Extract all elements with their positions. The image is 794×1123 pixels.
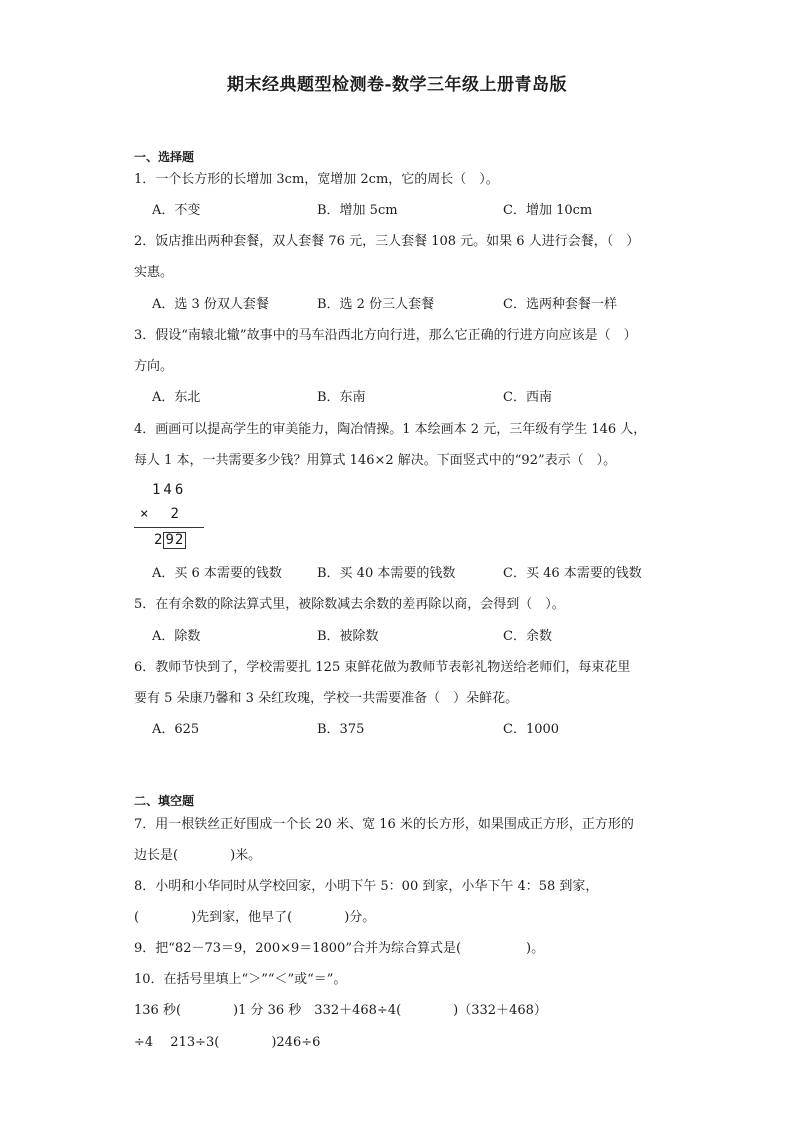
vertical-multiplication (134, 482, 206, 552)
question-6-stem-line2: 要有 5 朵康乃馨和 3 朵红玫瑰，学校一共需要准备（ ）朵鲜花。 (134, 691, 519, 706)
calc-rule-line (134, 527, 204, 528)
question-7-stem-line2: 边长是( )米。 (134, 848, 262, 863)
question-3-option-a: A．东北 (152, 390, 201, 405)
multiplicand: 146 (152, 482, 187, 498)
question-2-option-a: A．选 3 份双人套餐 (152, 297, 269, 312)
question-1-option-a: A．不变 (152, 203, 201, 218)
question-2-stem-line1: 2．饭店推出两种套餐，双人套餐 76 元，三人套餐 108 元。如果 6 人进行会餐，（ ） (134, 234, 640, 249)
times-sign: × (140, 506, 149, 522)
question-7-stem-line1: 7．用一根铁丝正好围成一个长 20 米、宽 16 米的长方形，如果围成正方形，正方形的 (134, 817, 634, 832)
question-4-option-c: C．买 46 本需要的钱数 (503, 566, 642, 581)
question-10-line1: 136 秒( )1 分 36 秒 332＋468÷4( )（332＋468） (134, 1003, 547, 1018)
question-2-stem-line2: 实惠。 (134, 265, 174, 280)
question-5-option-b: B．被除数 (317, 629, 379, 644)
question-6-option-c: C．1000 (503, 722, 560, 737)
question-4-stem-line1: 4．画画可以提高学生的审美能力，陶冶情操。1 本绘画本 2 元，三年级有学生 146 人， (134, 422, 647, 437)
product-boxed-digits: 92 (165, 532, 185, 548)
question-1-stem: 1．一个长方形的长增加 3cm，宽增加 2cm，它的周长（ ）。 (134, 172, 499, 187)
product-row (154, 532, 186, 549)
question-9-stem: 9．把“82－73＝9，200×9＝1800”合并为综合算式是( )。 (134, 941, 545, 956)
question-5-option-c: C．余数 (503, 629, 552, 644)
question-6-option-b: B．375 (317, 722, 365, 737)
question-5-stem: 5．在有余数的除法算式里，被除数减去余数的差再除以商，会得到（ ）。 (134, 597, 565, 612)
question-3-option-b: B．东南 (317, 390, 366, 405)
question-3-stem-line1: 3．假设“南辕北辙”故事中的马车沿西北方向行进，那么它正确的行进方向应该是（ ） (134, 328, 637, 343)
question-10-stem: 10．在括号里填上“＞”“＜”或“＝”。 (134, 972, 347, 987)
question-4-option-b: B．买 40 本需要的钱数 (317, 566, 456, 581)
question-4-option-a: A．买 6 本需要的钱数 (152, 566, 282, 581)
question-10-line2: ÷4 213÷3( )246÷6 (134, 1035, 321, 1050)
question-1-option-c: C．增加 10cm (503, 203, 593, 218)
question-2-option-b: B．选 2 份三人套餐 (317, 297, 435, 312)
section-heading-fill: 二、填空题 (134, 794, 195, 808)
question-3-stem-line2: 方向。 (134, 359, 174, 374)
multiplier: 2 (170, 506, 179, 522)
product-first-digit: 2 (154, 532, 163, 548)
question-8-stem-line1: 8．小明和小华同时从学校回家，小明下午 5：00 到家，小华下午 4：58 到家， (134, 879, 599, 894)
question-6-stem-line1: 6．教师节快到了，学校需要扎 125 束鲜花做为教师节表彰礼物送给老师们，每束花里 (134, 660, 631, 675)
question-1-option-b: B．增加 5cm (317, 203, 398, 218)
question-5-option-a: A．除数 (152, 629, 201, 644)
question-2-option-c: C．选两种套餐一样 (503, 297, 617, 312)
question-8-stem-line2: ( )先到家，他早了( )分。 (134, 910, 376, 925)
section-heading-choice: 一、选择题 (134, 150, 195, 164)
multiplier-row (140, 506, 179, 522)
question-6-option-a: A．625 (152, 722, 200, 737)
question-4-stem-line2: 每人 1 本，一共需要多少钱？用算式 146×2 解决。下面竖式中的“92”表示（ ）。 (134, 453, 617, 468)
page-title: 期末经典题型检测卷-数学三年级上册青岛版 (226, 75, 568, 95)
question-3-option-c: C．西南 (503, 390, 552, 405)
